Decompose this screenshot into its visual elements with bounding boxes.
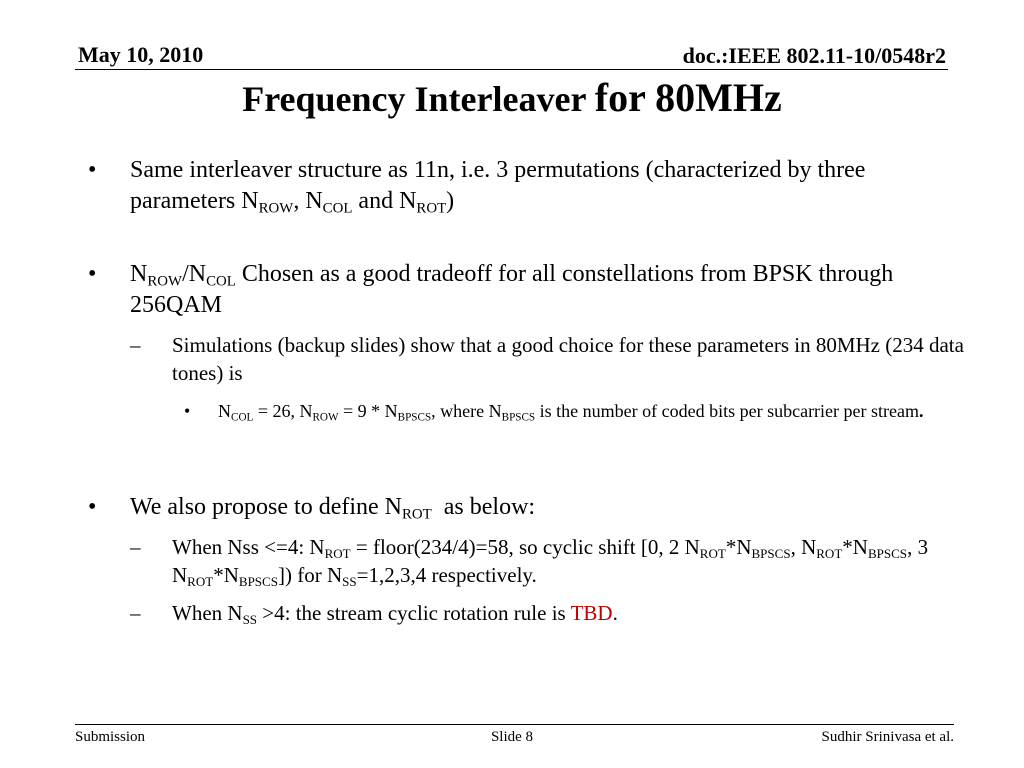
header-doc-id: doc.:IEEE 802.11-10/0548r2 [682,43,946,68]
title-main: Frequency Interleaver [242,79,586,119]
dash-marker: – [130,601,141,625]
footer-slide-number: Slide 8 [490,729,534,745]
bullet-marker: • [88,261,97,287]
header-divider [75,69,948,70]
bullet-marker: • [184,401,191,421]
slide-title [0,74,1024,122]
bullet-define-nrot: • We also propose to define $N_{ROT}$ as below: [88,494,536,523]
dash-marker: – [130,333,141,357]
header-date: May 10, 2010 [78,42,204,67]
title-suffix: for 80MHz [594,75,782,120]
bullet-nrow-ncol-tradeoff: • $N_{ROW}/N_{COL}$ Chosen as a good tradeoff for all constellations from BPSK through 256QAM [88,261,894,318]
subbullet-simulations: – Simulations (backup slides) show that a good choice for these parameters in 80MHz (234 data tones) is [130,333,964,385]
dash-marker: – [130,535,141,559]
subsubbullet-parameter-values: • $N_{COL} = 26$, $N_{ROW} = 9 * N_{BPSCS}$, where $N_{BPSCS}$ is the number of coded bits per subcarrier per stream. [184,401,924,424]
tbd-highlight: TBD [570,601,613,625]
footer-author: Sudhir Srinivasa et al. [821,729,954,745]
footer-submission: Submission [75,729,146,745]
subbullet-nss-gt-4: – When $N_{SS} >4$: the stream cyclic rotation rule is TBD. [130,601,618,627]
bullet-interleaver-structure: • Same interleaver structure as 11n, i.e. 3 permutations (characterized by three parameters $N_{ROW}$, $N_{COL}$ and $N_{ROT}$) [88,157,866,217]
subbullet-nss-le-4: – When Nss <=4: $N_{ROT}$ = floor(234/4)=58, so cyclic shift [0, 2 $N_{ROT}*N_{BPSCS}$, $N_{ROT}*N_{BPSCS}$, 3 $N_{ROT}*N_{BPSCS}$]) for $N_{SS}=1,2,3,4$ respectively. [130,535,929,589]
footer-divider [75,724,954,725]
bullet-marker: • [88,494,97,520]
bullet-marker: • [88,157,97,183]
